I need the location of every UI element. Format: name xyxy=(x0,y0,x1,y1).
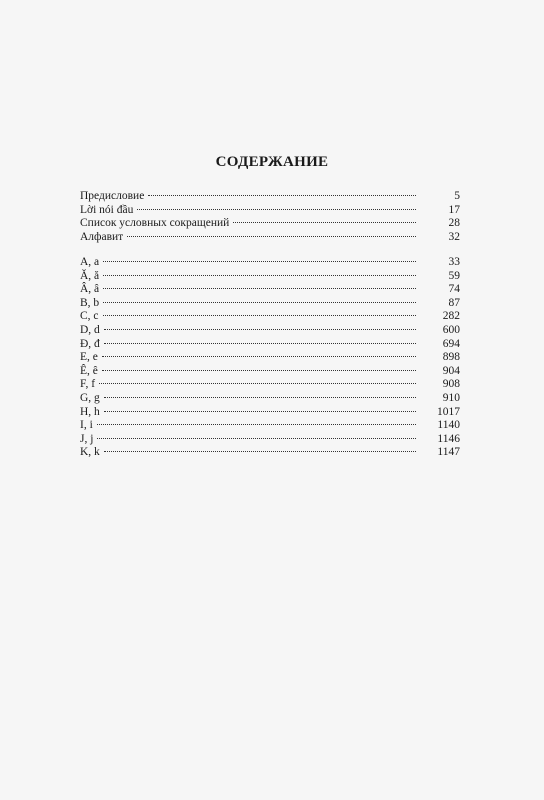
toc-entry-page: 32 xyxy=(448,230,460,243)
toc-entry-label: J, j xyxy=(80,432,94,445)
toc-entry[interactable] xyxy=(80,433,460,447)
page-title: СОДЕРЖАНИЕ xyxy=(215,154,329,170)
toc-entry[interactable] xyxy=(80,270,460,284)
toc-entry-page: 898 xyxy=(442,351,460,364)
toc-entry[interactable] xyxy=(80,338,460,352)
toc-entry[interactable] xyxy=(80,231,460,245)
toc-entry-page: 33 xyxy=(448,256,460,268)
toc-entry-label: F, f xyxy=(80,378,96,391)
toc-entry-page: 74 xyxy=(448,283,460,296)
toc-entry[interactable] xyxy=(80,365,460,379)
toc-entry[interactable] xyxy=(80,419,460,433)
toc-entry-label: K, k xyxy=(80,446,100,459)
toc-entry[interactable] xyxy=(80,310,460,324)
toc-entry-page: 600 xyxy=(442,323,460,336)
toc-entry[interactable] xyxy=(80,256,460,270)
toc-entry-page: 282 xyxy=(442,310,460,323)
toc-entry-label: C, c xyxy=(80,310,99,323)
toc-entry[interactable] xyxy=(80,446,460,460)
dot-leader xyxy=(104,397,416,398)
toc-entry-label: H, h xyxy=(80,405,100,418)
toc-entry-label: Предисловие xyxy=(80,190,145,202)
toc-entry-page: 17 xyxy=(448,203,460,216)
dot-leader xyxy=(103,315,416,316)
toc-entry-page: 904 xyxy=(442,364,460,377)
dot-leader xyxy=(102,356,416,357)
dot-leader xyxy=(103,275,416,276)
toc-entry-page: 908 xyxy=(442,378,460,391)
dot-leader xyxy=(103,288,416,289)
toc-entry[interactable] xyxy=(80,297,460,311)
dot-leader xyxy=(127,236,416,237)
toc-entry-label: Ă, ă xyxy=(80,269,100,282)
dot-leader xyxy=(97,438,416,439)
dot-leader xyxy=(137,209,416,210)
dot-leader xyxy=(104,451,416,452)
dot-leader xyxy=(104,343,416,344)
toc-letters xyxy=(80,256,460,460)
toc-entry-page: 1147 xyxy=(437,446,460,459)
toc-entry-label: Â, â xyxy=(80,283,100,296)
dot-leader xyxy=(102,370,416,371)
toc-entry-page: 1140 xyxy=(437,419,460,432)
toc-entry[interactable] xyxy=(80,406,460,420)
toc-entry[interactable] xyxy=(80,324,460,338)
toc-entry-page: 694 xyxy=(442,337,460,350)
toc-entry-label: Lời nói đầu xyxy=(80,203,134,216)
toc-entry-label: A, a xyxy=(80,256,100,268)
toc-entry[interactable] xyxy=(80,190,460,204)
toc-entry-label: Ê, ê xyxy=(80,364,98,377)
toc-entry[interactable] xyxy=(80,217,460,231)
dot-leader xyxy=(99,383,416,384)
dot-leader xyxy=(148,195,416,196)
toc-entry-label: Алфавит xyxy=(80,230,124,243)
toc-entry-page: 910 xyxy=(442,391,460,404)
toc-entry-label: B, b xyxy=(80,296,100,309)
dot-leader xyxy=(103,261,416,262)
toc-entry-label: D, d xyxy=(80,323,100,336)
toc-entry-label: I, i xyxy=(80,419,93,432)
toc-entry-label: Đ, đ xyxy=(80,337,100,350)
toc-entry-page: 59 xyxy=(448,269,460,282)
dot-leader xyxy=(233,222,416,223)
toc-front-matter xyxy=(80,190,460,244)
toc-entry-label: G, g xyxy=(80,391,100,404)
toc-entry-page: 1017 xyxy=(437,405,460,418)
toc-entry[interactable] xyxy=(80,204,460,218)
toc-entry-page: 87 xyxy=(448,296,460,309)
toc-entry[interactable] xyxy=(80,378,460,392)
toc-entry-page: 28 xyxy=(448,217,460,230)
toc-entry-page: 5 xyxy=(454,190,460,202)
toc-entry[interactable] xyxy=(80,283,460,297)
dot-leader xyxy=(104,411,416,412)
toc-entry-label: Список условных сокращений xyxy=(80,217,230,230)
dot-leader xyxy=(97,424,416,425)
toc-entry-page: 1146 xyxy=(437,432,460,445)
toc-entry-label: E, e xyxy=(80,351,98,364)
dot-leader xyxy=(103,302,416,303)
toc-entry[interactable] xyxy=(80,392,460,406)
dot-leader xyxy=(104,329,416,330)
toc-entry[interactable] xyxy=(80,351,460,365)
